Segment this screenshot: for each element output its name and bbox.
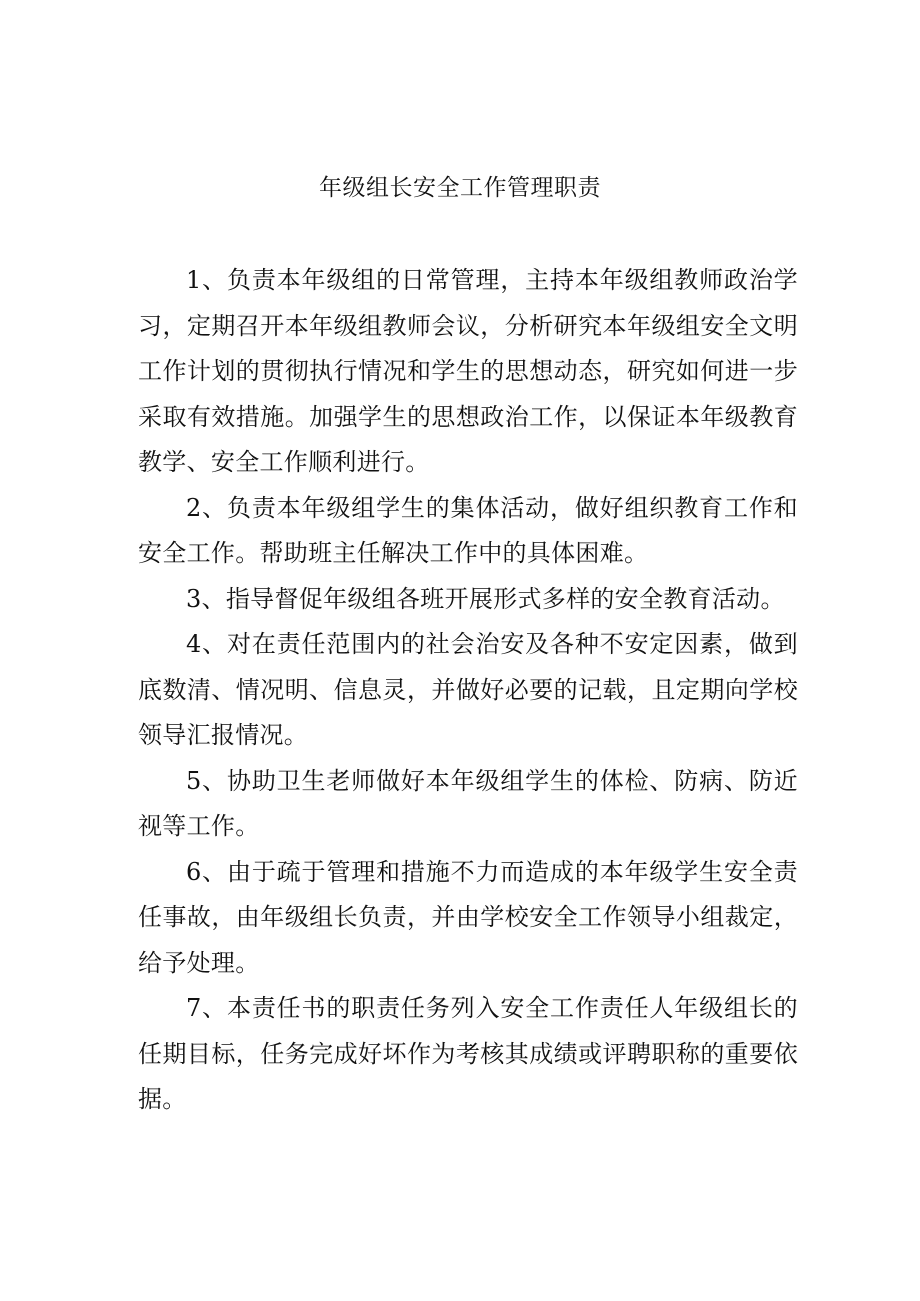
paragraph-5: 5、协助卫生老师做好本年级组学生的体检、防病、防近视等工作。 bbox=[138, 766, 798, 840]
document-title: 年级组长安全工作管理职责 bbox=[319, 175, 601, 201]
paragraph-3: 3、指导督促年级组各班开展形式多样的安全教育活动。 bbox=[186, 584, 785, 613]
document-body bbox=[138, 258, 798, 1123]
paragraph-6: 6、由于疏于管理和措施不力而造成的本年级学生安全责任事故，由年级组长负责，并由学校安全工作领导小组裁定，给予处理。 bbox=[138, 857, 798, 977]
paragraph-1: 1、负责本年级组的日常管理，主持本年级组教师政治学习，定期召开本年级组教师会议，分析研究本年级组安全文明工作计划的贯彻执行情况和学生的思想动态，研究如何进一步采取有效措施。加强学生的思想政治工作，以保证本年级教育教学、安全工作顺利进行。 bbox=[138, 266, 798, 476]
paragraph-7: 7、本责任书的职责任务列入安全工作责任人年级组长的任期目标，任务完成好坏作为考核其成绩或评聘职称的重要依据。 bbox=[138, 994, 798, 1113]
paragraph-2: 2、负责本年级组学生的集体活动，做好组织教育工作和安全工作。帮助班主任解决工作中的具体困难。 bbox=[138, 493, 798, 567]
paragraph-4: 4、对在责任范围内的社会治安及各种不安定因素，做到底数清、情况明、信息灵，并做好必要的记载，且定期向学校领导汇报情况。 bbox=[138, 630, 798, 749]
